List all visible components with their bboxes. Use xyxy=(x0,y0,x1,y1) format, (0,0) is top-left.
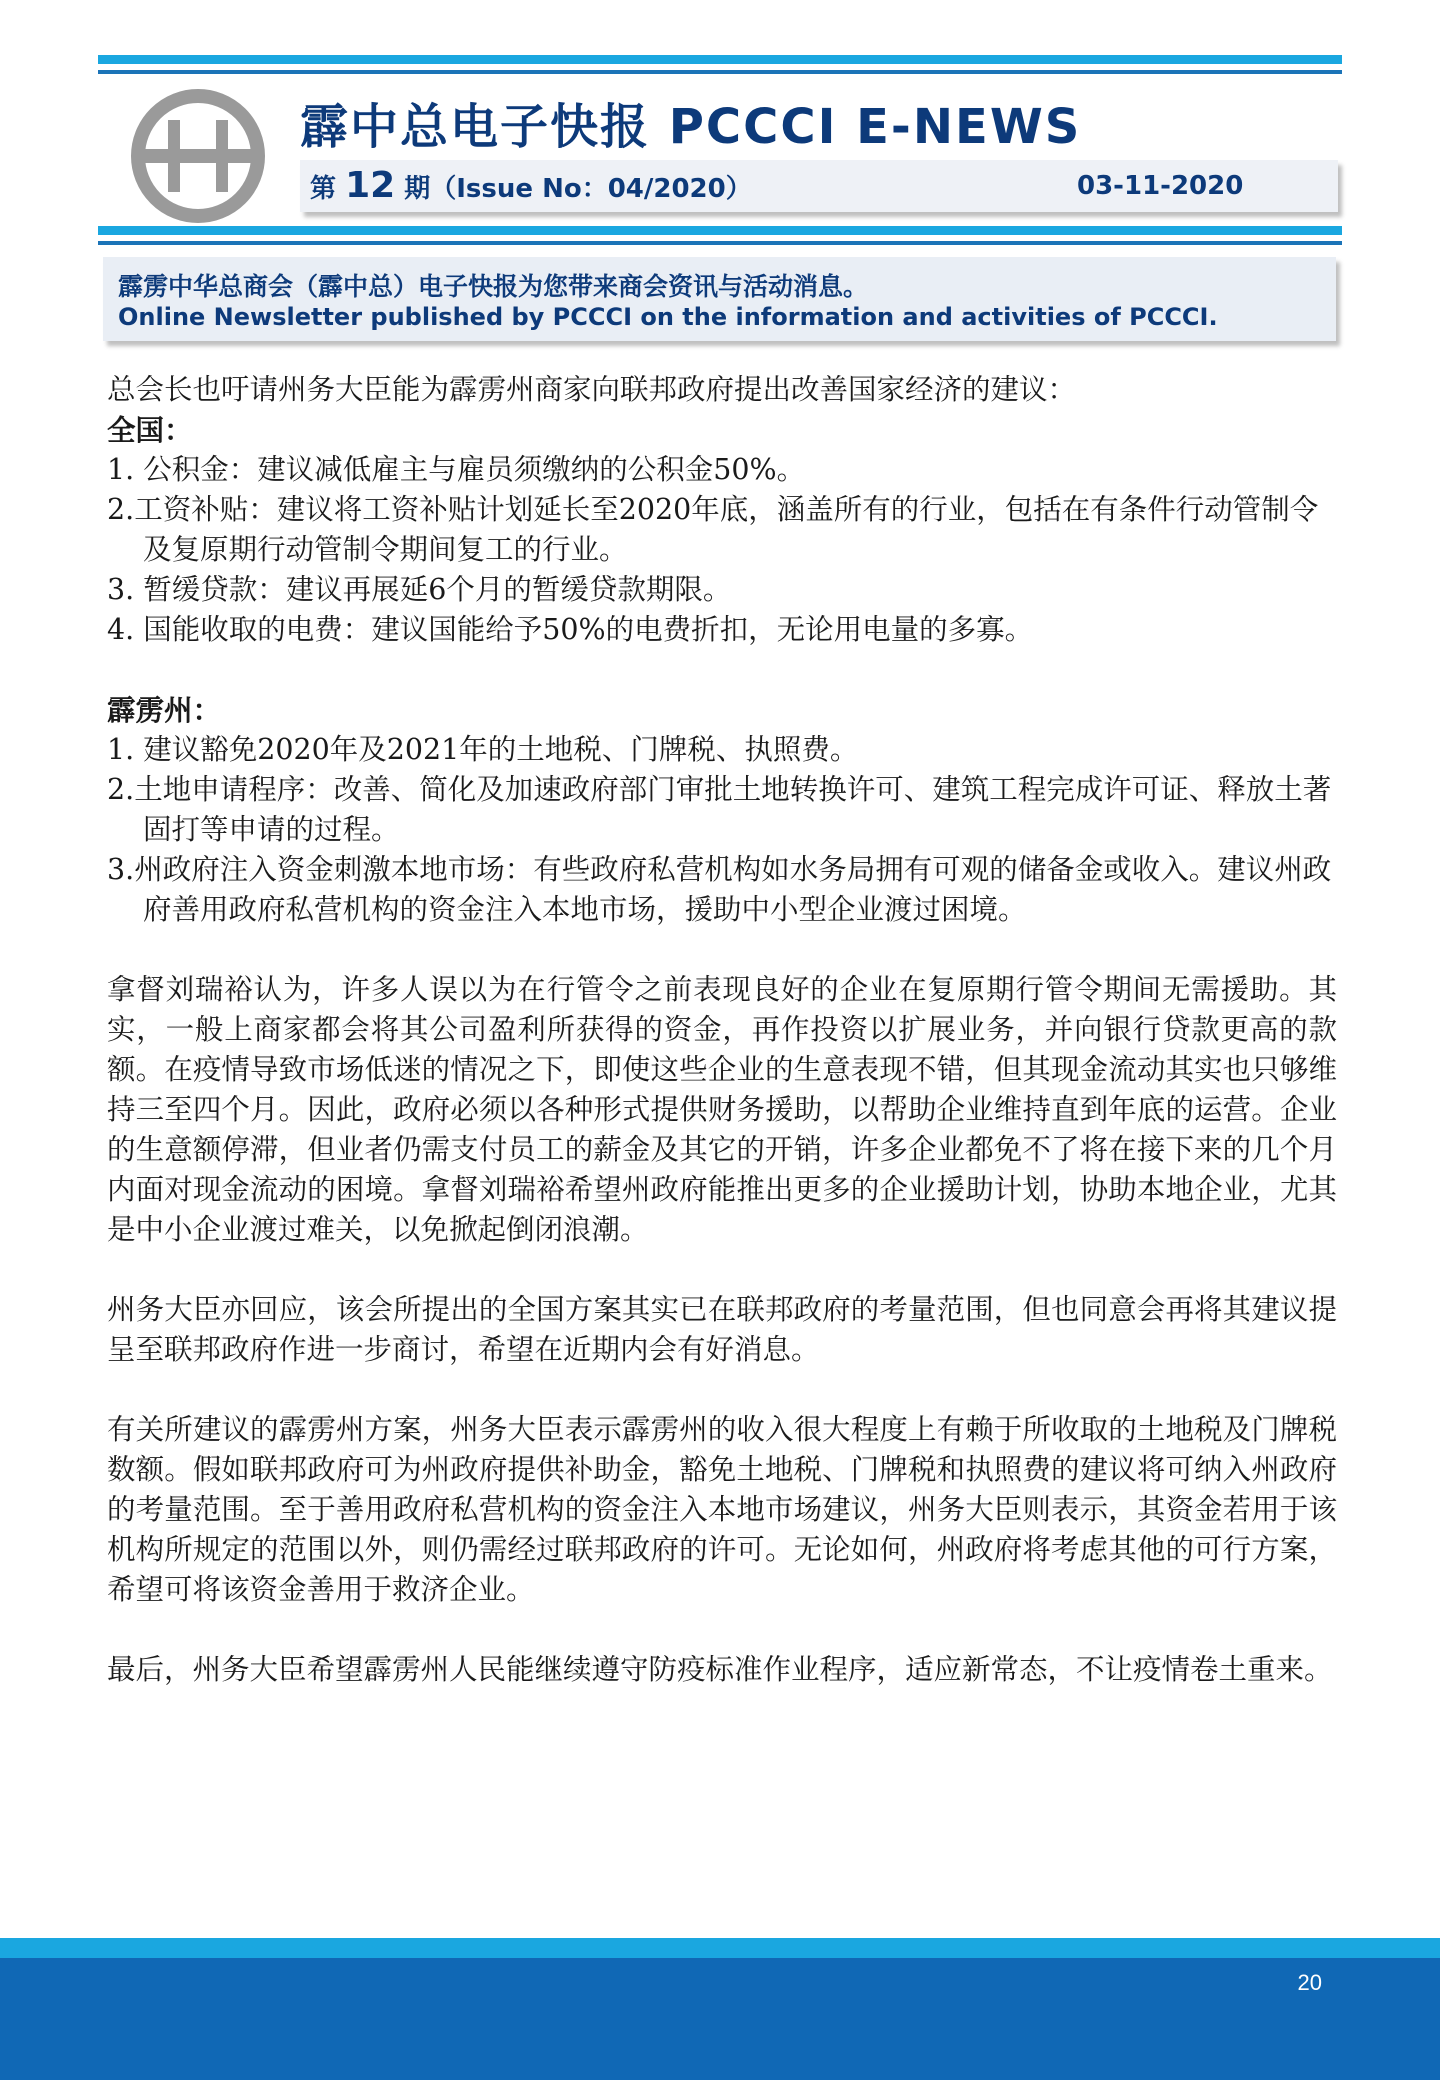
lead-paragraph: 总会长也吁请州务大臣能为霹雳州商家向联邦政府提出改善国家经济的建议： xyxy=(107,373,1077,406)
perak-item: 1. 建议豁免2020年及2021年的土地税、门牌税、执照费。 xyxy=(107,733,859,766)
issue-label xyxy=(310,160,752,212)
national-item: 4. 国能收取的电费：建议国能给予50%的电费折扣，无论用电量的多寡。 xyxy=(107,613,1034,646)
national-item: 3. 暂缓贷款：建议再展延6个月的暂缓贷款期限。 xyxy=(107,573,732,606)
national-item: 2.工资补贴：建议将工资补贴计划延长至2020年底，涵盖所有的行业，包括在有条件行动管制令及复原期行动管制令期间复工的行业。 xyxy=(107,493,1319,566)
pccci-logo-icon xyxy=(124,86,272,226)
issue-suffix: 期（Issue No：04/2020） xyxy=(404,174,752,204)
footer-stripe xyxy=(0,1938,1440,1958)
issue-date: 03-11-2020 xyxy=(1077,171,1244,201)
spacer xyxy=(107,650,1337,690)
header-stripe-top xyxy=(98,55,1342,64)
perak-item: 3.州政府注入资金刺激本地市场：有些政府私营机构如水务局拥有可观的储备金或收入。建议州政府善用政府私营机构的资金注入本地市场，援助中小型企业渡过困境。 xyxy=(107,853,1332,926)
masthead-title: 霹中总电子快报 PCCCI E-NEWS xyxy=(300,99,1082,155)
spacer xyxy=(107,1370,1337,1410)
perak-item: 2.土地申请程序：改善、简化及加速政府部门审批土地转换许可、建筑工程完成许可证、释放土著固打等申请的过程。 xyxy=(107,773,1332,846)
intro-english: Online Newsletter published by PCCCI on the information and activities of PCCCI. xyxy=(118,303,1218,331)
header-stripe-bottom xyxy=(98,226,1342,235)
spacer xyxy=(107,1610,1337,1650)
national-heading: 全国： xyxy=(107,413,193,447)
body-paragraph: 州务大臣亦回应，该会所提出的全国方案其实已在联邦政府的考量范围，但也同意会再将其建议提呈至联邦政府作进一步商讨，希望在近期内会有好消息。 xyxy=(107,1293,1337,1366)
spacer xyxy=(107,1250,1337,1290)
intro-box xyxy=(103,257,1336,341)
body-paragraph: 拿督刘瑞裕认为，许多人误以为在行管令之前表现良好的企业在复原期行管令期间无需援助。其实，一般上商家都会将其公司盈利所获得的资金，再作投资以扩展业务，并向银行贷款更高的款额。在疫情导致市场低迷的情况之下，即使这些企业的生意表现不错，但其现金流动其实也只够维持三至四个月。因此，政府必须以各种形式提供财务援助，以帮助企业维持直到年底的运营。企业的生意额停滞，但业者仍需支付员工的薪金及其它的开销，许多企业都免不了将在接下来的几个月内面对现金流动的困境。拿督刘瑞裕希望州政府能推出更多的企业援助计划，协助本地企业，尤其是中小企业渡过难关，以免掀起倒闭浪潮。 xyxy=(107,973,1337,1246)
body-paragraph: 有关所建议的霹雳州方案，州务大臣表示霹雳州的收入很大程度上有赖于所收取的土地税及门牌税数额。假如联邦政府可为州政府提供补助金，豁免土地税、门牌税和执照费的建议将可纳入州政府的考量范围。至于善用政府私营机构的资金注入本地市场建议，州务大臣则表示，其资金若用于该机构所规定的范围以外，则仍需经过联邦政府的许可。无论如何，州政府将考虑其他的可行方案，希望可将该资金善用于救济企业。 xyxy=(107,1413,1337,1606)
issue-bar xyxy=(300,160,1338,212)
spacer xyxy=(107,930,1337,970)
intro-chinese: 霹雳中华总商会（霹中总）电子快报为您带来商会资讯与活动消息。 xyxy=(118,272,869,301)
article-body xyxy=(107,370,1337,1690)
body-paragraph: 最后，州务大臣希望霹雳州人民能继续遵守防疫标准作业程序，适应新常态，不让疫情卷土重来。 xyxy=(107,1653,1333,1686)
header-stripe-top-thin xyxy=(98,70,1342,74)
header-stripe-bottom-thin xyxy=(98,241,1342,245)
footer-band xyxy=(0,1958,1440,2080)
issue-prefix: 第 xyxy=(310,174,337,204)
issue-number: 12 xyxy=(345,165,396,206)
national-item: 1. 公积金：建议减低雇主与雇员须缴纳的公积金50%。 xyxy=(107,453,806,486)
page-number: 20 xyxy=(1297,1970,1322,1995)
perak-heading: 霹雳州： xyxy=(107,693,222,727)
